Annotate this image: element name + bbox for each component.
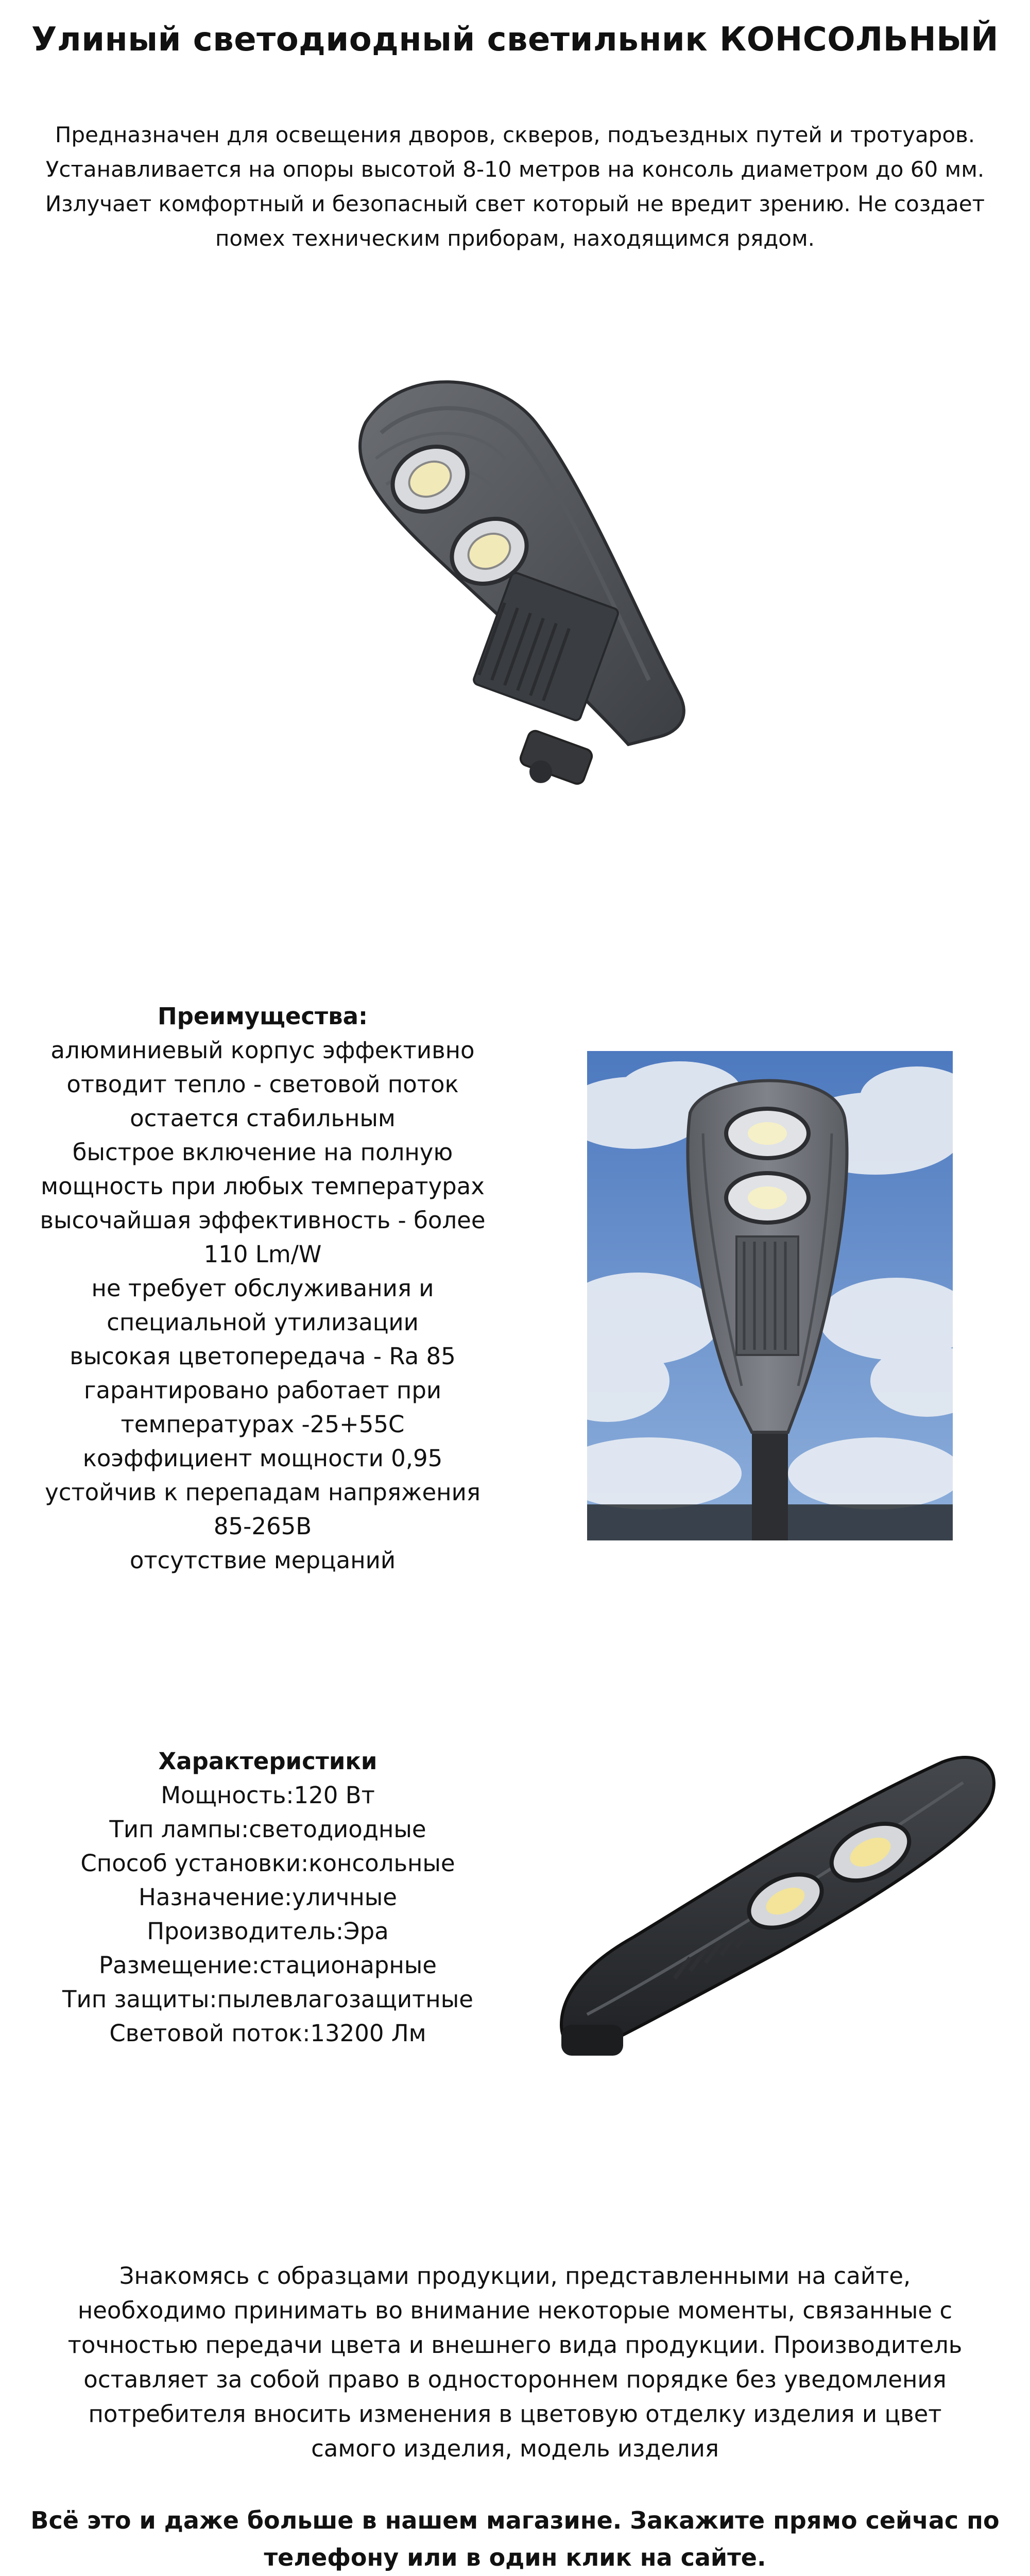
advantage-line: не требует обслуживания и [91, 1275, 434, 1302]
specifications-heading: Характеристики [158, 1748, 377, 1775]
advantage-line: 110 Lm/W [203, 1241, 322, 1268]
disclaimer-line: потребителя вносить изменения в цветовую отделку изделия и цвет [88, 2400, 942, 2428]
advantage-line: 85-265В [213, 1513, 312, 1540]
advantages-list [10, 999, 515, 1578]
page-title: Улиный светодиодный светильник КОНСОЛЬНЫЙ [31, 21, 999, 59]
spec-line: Производитель:Эра [147, 1918, 389, 1945]
advantage-line: высокая цветопередача - Ra 85 [70, 1343, 456, 1370]
spec-line: Мощность:120 Вт [161, 1782, 375, 1809]
advantage-line: температурах -25+55С [121, 1411, 405, 1438]
advantages-heading: Преимущества: [158, 1003, 368, 1030]
advantage-line: коэффициент мощности 0,95 [82, 1445, 443, 1472]
disclaimer-line: точностью передачи цвета и внешнего вида продукции. Производитель [67, 2331, 963, 2359]
spec-line: Размещение:стационарные [99, 1952, 437, 1979]
disclaimer-line: Знакомясь с образцами продукции, представленными на сайте, [119, 2262, 911, 2290]
spec-line: Световой поток:13200 Лм [109, 2020, 426, 2047]
intro-line: Предназначен для освещения дворов, скверов, подъездных путей и тротуаров. [55, 122, 975, 147]
spec-line: Тип защиты:пылевлагозащитные [62, 1986, 473, 2013]
disclaimer-text [21, 2259, 1009, 2466]
intro-line: Устанавливается на опоры высотой 8-10 метров на консоль диаметром до 60 мм. [45, 157, 985, 182]
intro-line: Излучает комфортный и безопасный свет который не вредит зрению. Не создает [45, 191, 985, 216]
street-lamp-on-pole-photo [587, 1051, 953, 1540]
spec-line: Назначение:уличные [139, 1884, 397, 1911]
intro-text [0, 117, 1030, 256]
advantage-line: алюминиевый корпус эффективно [50, 1037, 475, 1064]
cta-line: Всё это и даже больше в нашем магазине. Закажите прямо сейчас по [30, 2506, 1000, 2534]
intro-line: помех техническим приборам, находящимся рядом. [215, 226, 815, 251]
disclaimer-line: самого изделия, модель изделия [311, 2435, 719, 2462]
cta-line: телефону или в один клик на сайте. [264, 2544, 766, 2571]
advantage-line: отсутствие мерцаний [129, 1547, 396, 1574]
advantage-line: быстрое включение на полную [72, 1139, 453, 1166]
disclaimer-line: оставляет за собой право в одностороннем порядке без уведомления [83, 2366, 947, 2393]
advantage-line: устойчив к перепадам напряжения [45, 1479, 480, 1506]
advantage-line: остается стабильным [130, 1105, 396, 1132]
advantage-line: гарантировано работает при [83, 1377, 442, 1404]
spec-line: Тип лампы:светодиодные [109, 1816, 426, 1843]
street-lamp-top-view-image [319, 361, 742, 824]
spec-line: Способ установки:консольные [80, 1850, 455, 1877]
advantage-line: отводит тепло - световой поток [66, 1071, 459, 1098]
advantage-line: мощность при любых температурах [41, 1173, 485, 1200]
disclaimer-line: необходимо принимать во внимание некоторые моменты, связанные с [77, 2297, 953, 2324]
advantage-line: высочайшая эффективность - более [40, 1207, 486, 1234]
street-lamp-side-view-image [541, 1736, 1004, 2076]
advantage-line: специальной утилизации [107, 1309, 419, 1336]
specifications-list [31, 1744, 505, 2050]
call-to-action [21, 2502, 1009, 2576]
